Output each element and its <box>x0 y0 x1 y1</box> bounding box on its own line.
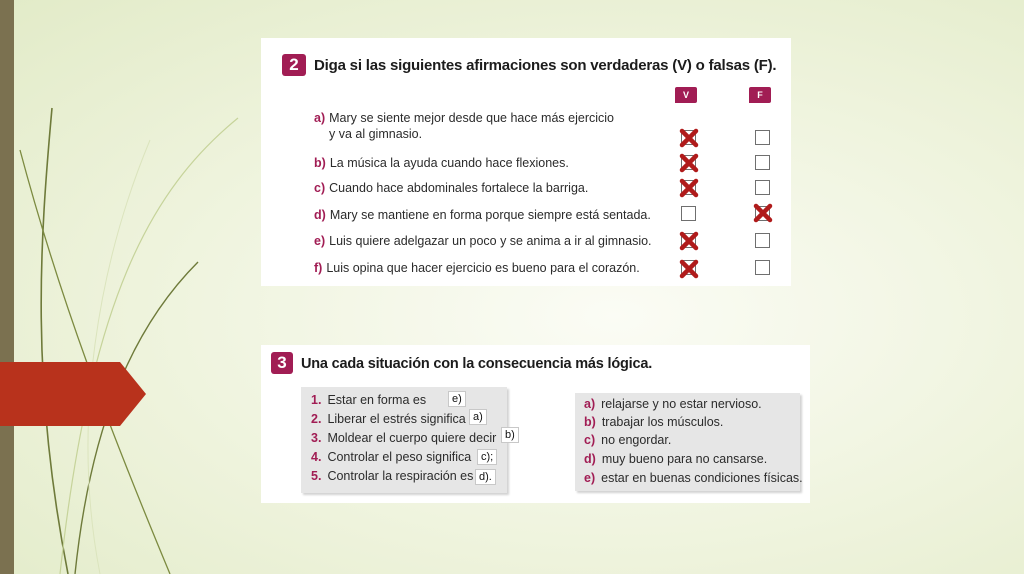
exercise-2-title: Diga si las siguientes afirmaciones son verdaderas (V) o falsas (F). <box>314 57 777 74</box>
answer-box-3[interactable]: b) <box>501 427 519 443</box>
column-header-f: F <box>749 87 771 103</box>
cross-mark-icon <box>679 128 699 148</box>
statement-text: Luis opina que hacer ejercicio es bueno para el corazón. <box>326 261 640 275</box>
answer-box-1[interactable]: e) <box>448 391 466 407</box>
situation-2 <box>311 412 466 426</box>
checkbox-c-f[interactable] <box>755 180 770 195</box>
situation-number: 3. <box>311 431 322 445</box>
statement-a <box>314 110 614 142</box>
situation-text: Estar en forma es <box>327 393 427 407</box>
exercise-3-number: 3 <box>271 352 293 374</box>
checkbox-f-f[interactable] <box>755 260 770 275</box>
consequence-d <box>584 452 767 466</box>
consequence-b <box>584 415 723 429</box>
cross-mark-icon <box>679 153 699 173</box>
consequence-label: e) <box>584 471 596 485</box>
statement-label: b) <box>314 156 326 170</box>
consequence-c <box>584 433 671 447</box>
exercise-2-number: 2 <box>282 54 306 76</box>
statement-e <box>314 233 652 249</box>
exercise-3-title: Una cada situación con la consecuencia más lógica. <box>301 356 653 372</box>
checkbox-e-f[interactable] <box>755 233 770 248</box>
statement-label: c) <box>314 181 326 195</box>
consequence-e <box>584 471 803 485</box>
statement-text: Cuando hace abdominales fortalece la barriga. <box>329 181 589 195</box>
situation-3 <box>311 431 496 445</box>
situation-text: Controlar la respiración es <box>327 469 474 483</box>
statement-d <box>314 207 651 223</box>
situation-text: Controlar el peso significa <box>327 450 472 464</box>
situation-1 <box>311 393 426 407</box>
consequence-text: relajarse y no estar nervioso. <box>601 397 762 411</box>
cross-mark-icon <box>679 178 699 198</box>
situation-number: 5. <box>311 469 322 483</box>
consequence-a <box>584 397 762 411</box>
statement-text-continued: y va al gimnasio. <box>329 127 423 141</box>
consequence-text: trabajar los músculos. <box>601 415 724 429</box>
column-header-v: V <box>675 87 697 103</box>
answer-box-2[interactable]: a) <box>469 409 487 425</box>
answer-box-5[interactable]: d). <box>475 469 496 485</box>
consequence-label: d) <box>584 452 596 466</box>
checkbox-a-f[interactable] <box>755 130 770 145</box>
statement-text: Luis quiere adelgazar un poco y se anima a ir al gimnasio. <box>329 234 652 248</box>
decorative-swoosh-lines <box>0 0 300 574</box>
exercise-2-card <box>261 38 791 286</box>
situation-text: Moldear el cuerpo quiere decir <box>327 431 497 445</box>
cross-mark-icon <box>679 259 699 279</box>
situation-number: 4. <box>311 450 322 464</box>
consequence-text: muy bueno para no cansarse. <box>601 452 768 466</box>
statement-label: f) <box>314 261 323 275</box>
consequence-label: c) <box>584 433 596 447</box>
statement-b <box>314 155 569 171</box>
situation-number: 1. <box>311 393 322 407</box>
statement-label: e) <box>314 234 326 248</box>
situation-text: Liberar el estrés significa <box>327 412 466 426</box>
checkbox-b-f[interactable] <box>755 155 770 170</box>
statement-f <box>314 260 640 276</box>
consequence-label: a) <box>584 397 596 411</box>
statement-label: d) <box>314 208 326 222</box>
consequence-text: estar en buenas condiciones físicas. <box>601 471 803 485</box>
exercise-3-card <box>261 345 810 503</box>
consequence-label: b) <box>584 415 596 429</box>
answer-box-4[interactable]: c); <box>477 449 497 465</box>
cross-mark-icon <box>753 203 773 223</box>
cross-mark-icon <box>679 231 699 251</box>
consequence-text: no engordar. <box>601 433 672 447</box>
statement-text: Mary se mantiene en forma porque siempre está sentada. <box>329 208 651 222</box>
situation-5 <box>311 469 473 483</box>
statement-text: Mary se siente mejor desde que hace más ejercicio <box>329 111 614 125</box>
red-arrow-tab <box>0 362 146 426</box>
statement-text: La música la ayuda cuando hace flexiones. <box>329 156 569 170</box>
situation-4 <box>311 450 471 464</box>
statement-c <box>314 180 588 196</box>
checkbox-d-v[interactable] <box>681 206 696 221</box>
situation-number: 2. <box>311 412 322 426</box>
statement-label: a) <box>314 111 326 125</box>
